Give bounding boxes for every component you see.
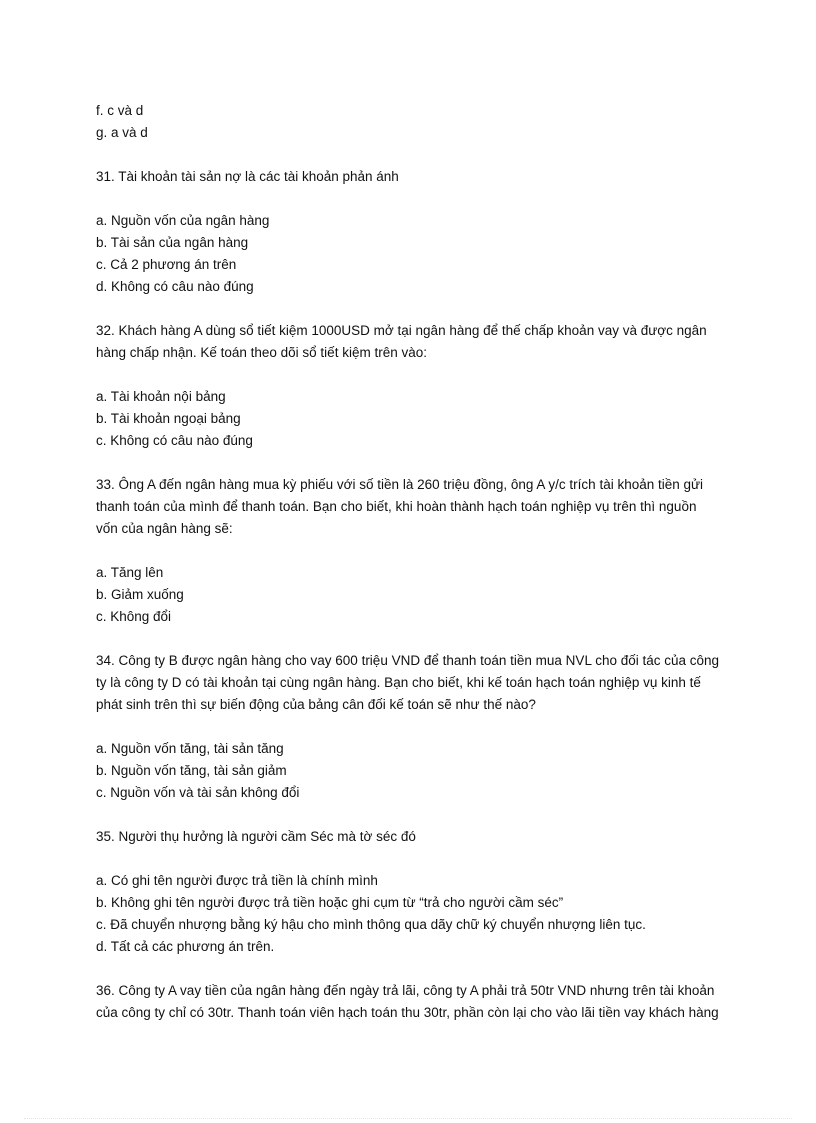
text-line: thanh toán của mình để thanh toán. Bạn cho biết, khi hoàn thành hạch toán nghiệp vụ trên thì nguồn — [96, 499, 697, 514]
answer-option: a. Có ghi tên người được trả tiền là chính mình — [96, 873, 378, 888]
answer-option: c. Cả 2 phương án trên — [96, 257, 237, 272]
document-page — [96, 100, 736, 1024]
answer-option: b. Tài khoản ngoại bảng — [96, 411, 241, 426]
question-line: 32. Khách hàng A dùng sổ tiết kiệm 1000USD mở tại ngân hàng để thế chấp khoản vay và được ngân — [96, 323, 707, 338]
question-line: 34. Công ty B được ngân hàng cho vay 600 triệu VND để thanh toán tiền mua NVL cho đối tác của công — [96, 653, 720, 668]
blank-line — [96, 804, 736, 826]
page-bottom-divider — [24, 1118, 792, 1119]
answer-option: f. c và d — [96, 103, 144, 118]
text-line: hàng chấp nhận. Kế toán theo dõi sổ tiết kiệm trên vào: — [96, 345, 427, 360]
blank-line — [96, 628, 736, 650]
answer-option: a. Nguồn vốn tăng, tài sản tăng — [96, 741, 284, 756]
answer-option: c. Không đổi — [96, 609, 172, 624]
answer-option: a. Tài khoản nội bảng — [96, 389, 226, 404]
answer-option: b. Nguồn vốn tăng, tài sản giảm — [96, 763, 287, 778]
answer-option: c. Không có câu nào đúng — [96, 433, 253, 448]
blank-line — [96, 540, 736, 562]
text-line: của công ty chỉ có 30tr. Thanh toán viên hạch toán thu 30tr, phần còn lại cho vào lãi tiền vay khách hàng — [96, 1005, 719, 1020]
question-line: 33. Ông A đến ngân hàng mua kỳ phiếu với số tiền là 260 triệu đồng, ông A y/c trích tài khoản tiền gửi — [96, 477, 704, 492]
answer-option: c. Đã chuyển nhượng bằng ký hậu cho mình thông qua dãy chữ ký chuyển nhượng liên tục. — [96, 917, 646, 932]
blank-line — [96, 452, 736, 474]
text-line: phát sinh trên thì sự biến động của bảng cân đối kế toán sẽ như thế nào? — [96, 697, 536, 712]
answer-option: a. Tăng lên — [96, 565, 164, 580]
answer-option: b. Không ghi tên người được trả tiền hoặc ghi cụm từ “trả cho người cầm séc” — [96, 895, 564, 910]
question-line: 35. Người thụ hưởng là người cầm Séc mà tờ séc đó — [96, 829, 416, 844]
blank-line — [96, 848, 736, 870]
question-line: 36. Công ty A vay tiền của ngân hàng đến ngày trả lãi, công ty A phải trả 50tr VND nhưng trên tài khoản — [96, 983, 715, 998]
answer-option: d. Tất cả các phương án trên. — [96, 939, 275, 954]
blank-line — [96, 298, 736, 320]
blank-line — [96, 144, 736, 166]
question-line: 31. Tài khoản tài sản nợ là các tài khoản phản ánh — [96, 169, 399, 184]
blank-line — [96, 958, 736, 980]
blank-line — [96, 188, 736, 210]
answer-option: c. Nguồn vốn và tài sản không đổi — [96, 785, 300, 800]
text-line: vốn của ngân hàng sẽ: — [96, 521, 233, 536]
answer-option: g. a và d — [96, 125, 148, 140]
blank-line — [96, 364, 736, 386]
answer-option: b. Giảm xuống — [96, 587, 184, 602]
answer-option: b. Tài sản của ngân hàng — [96, 235, 249, 250]
answer-option: d. Không có câu nào đúng — [96, 279, 254, 294]
answer-option: a. Nguồn vốn của ngân hàng — [96, 213, 270, 228]
text-line: ty là công ty D có tài khoản tại cùng ngân hàng. Bạn cho biết, khi kế toán hạch toán nghiệp vụ kinh tế — [96, 675, 701, 690]
blank-line — [96, 716, 736, 738]
